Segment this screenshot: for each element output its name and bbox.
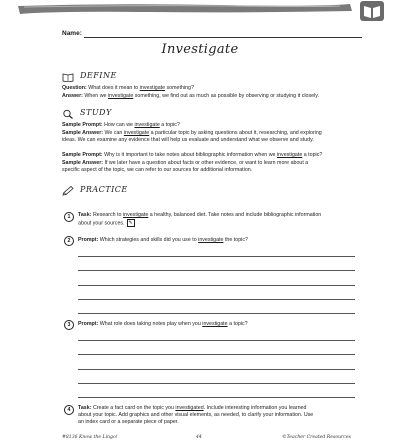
- practice-heading: PRACTICE: [80, 185, 128, 194]
- study-heading: STUDY: [80, 108, 112, 117]
- study-answer-2: Sample Answer: If we later have a question about facts or other evidence, or want to learn more about a specific aspect of the topic, we can refer to our sources for additional information.: [62, 160, 309, 174]
- pencil-icon: [62, 186, 74, 196]
- page-number: 44: [196, 435, 202, 440]
- item-number-2: 2: [64, 236, 74, 246]
- define-answer: Answer: When we investigate something, we find out as much as possible by observing or studying it closely.: [62, 93, 319, 99]
- name-field[interactable]: [62, 30, 362, 37]
- footer-right: ©Teacher Created Resources: [282, 435, 351, 440]
- open-book-icon: [360, 1, 384, 21]
- practice-item-3: Prompt: What role does taking notes play when you investigate a topic?: [78, 321, 248, 327]
- study-prompt-2: Sample Prompt: Why is it important to take notes about bibliographic information when we investigate a topic?: [62, 152, 323, 158]
- define-question: Question: What does it mean to investigate something?: [62, 85, 194, 91]
- practice-item-4: Task: Create a fact card on the topic you investigated. Include interesting information you learned about your topic. Add graphics and other visual elements, as needed, to clarify your information. Use an index card or a separate piece of paper.: [78, 405, 314, 426]
- item-number-4: 4: [64, 405, 74, 415]
- item-number-1: 1: [64, 212, 74, 222]
- book-icon: [62, 72, 74, 82]
- practice-item-2: Prompt: Which strategies and skills did you use to investigate the topic?: [78, 237, 248, 243]
- write-task-icon: ✎: [128, 220, 133, 227]
- study-prompt-1: Sample Prompt: How can we investigate a topic?: [62, 122, 180, 128]
- item-number-3: 3: [64, 320, 74, 330]
- name-label: Name:: [62, 30, 82, 37]
- footer-left: #8136 Know the Lingo!: [62, 435, 118, 440]
- practice-item-1: Task: Research to investigate a healthy, balanced diet. Take notes and include bibliographic information about your sources. ✎: [78, 212, 322, 227]
- page-title: Investigate: [161, 42, 239, 57]
- study-answer-1: Sample Answer: We can investigate a particular topic by asking questions about it, researching, and exploring ideas. We can examine any evidence that will help us evaluate and understand what we observe and study.: [62, 130, 322, 144]
- define-heading: DEFINE: [80, 71, 117, 80]
- header-banner: [0, 0, 400, 26]
- magnifier-icon: [62, 109, 74, 119]
